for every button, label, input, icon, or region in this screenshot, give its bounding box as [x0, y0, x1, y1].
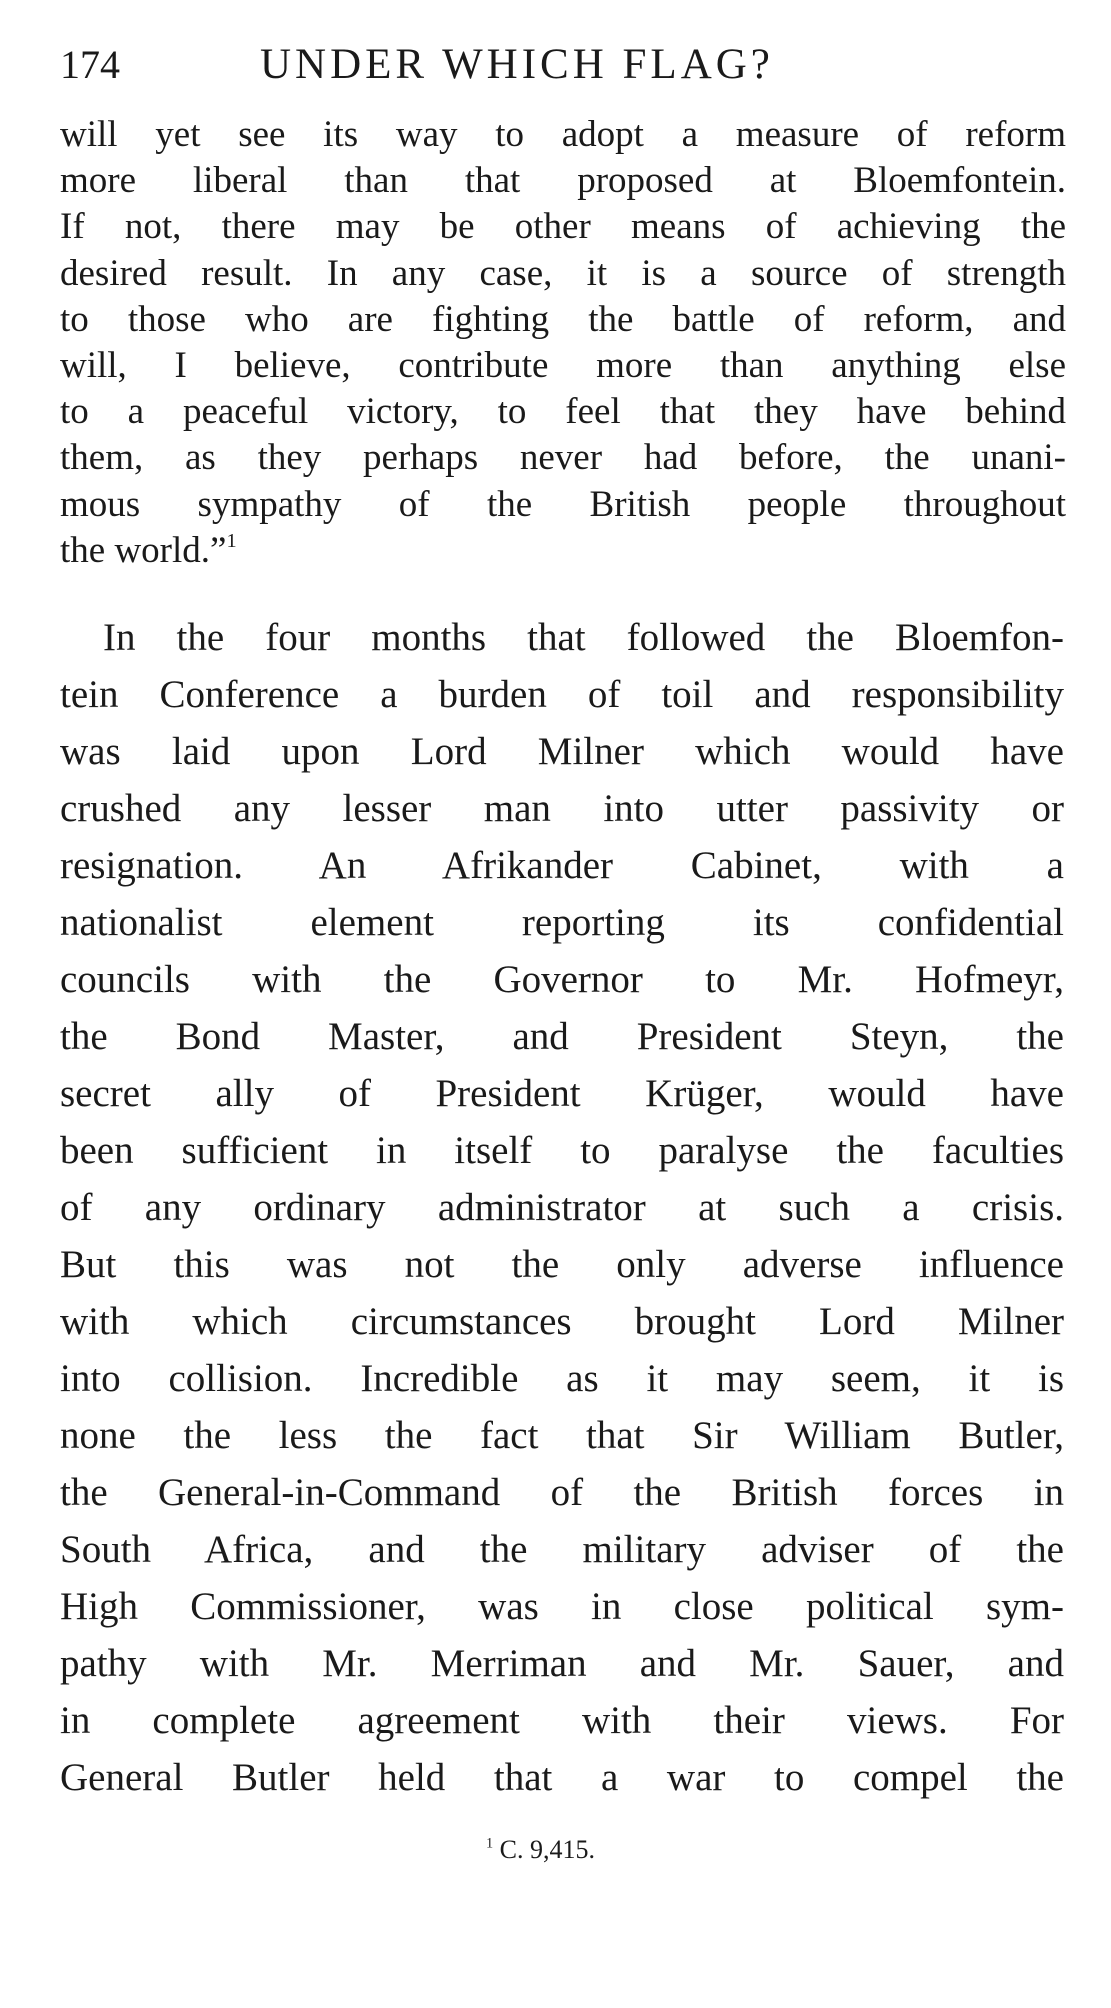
page-number: 174	[60, 42, 120, 87]
body-line: General Butler held that a war to compel the	[60, 1756, 1064, 1799]
quote-line: will yet see its way to adopt a measure of reform	[60, 114, 1066, 155]
quote-line: to those who are fighting the battle of reform, and	[60, 298, 1066, 340]
body-line: crushed any lesser man into utter passivity or	[60, 787, 1064, 830]
quote-line: will, I believe, contribute more than anything else	[60, 344, 1066, 386]
quote-line: them, as they perhaps never had before, the unani-	[60, 437, 1066, 479]
quote-line: to a peaceful victory, to feel that they have behind	[60, 391, 1066, 433]
body-line: In the four months that followed the Bloemfon-	[103, 616, 1064, 659]
body-line: the General-in-Command of the British forces in	[60, 1471, 1064, 1514]
quote-line: more liberal than that proposed at Bloemfontein.	[60, 160, 1066, 202]
body-line: councils with the Governor to Mr. Hofmeyr,	[60, 958, 1064, 1001]
block-quote	[60, 112, 1066, 574]
body-line: secret ally of President Krüger, would have	[60, 1072, 1064, 1115]
quote-line: mous sympathy of the British people throughout	[60, 483, 1066, 525]
body-line: South Africa, and the military adviser of the	[60, 1528, 1064, 1571]
body-paragraph	[60, 609, 1064, 1806]
body-line: resignation. An Afrikander Cabinet, with a	[60, 844, 1064, 887]
body-line: into collision. Incredible as it may seem, it is	[60, 1357, 1064, 1400]
body-line: the Bond Master, and President Steyn, the	[60, 1015, 1064, 1058]
body-line: pathy with Mr. Merriman and Mr. Sauer, and	[60, 1642, 1064, 1685]
footnote-reference: 1	[226, 529, 237, 552]
body-line: nationalist element reporting its confidential	[60, 901, 1064, 944]
running-title: UNDER WHICH FLAG?	[260, 41, 774, 88]
footnote-text: C. 9,415.	[499, 1835, 595, 1864]
quote-last-line	[60, 528, 1066, 574]
quote-line-text: the world.”	[60, 529, 227, 571]
footnote-content	[486, 1835, 595, 1864]
body-line: in complete agreement with their views. For	[60, 1699, 1064, 1742]
body-line: was laid upon Lord Milner which would have	[60, 730, 1064, 773]
footnote-marker: 1	[486, 1835, 494, 1852]
body-line: of any ordinary administrator at such a crisis.	[60, 1186, 1064, 1229]
body-line: with which circumstances brought Lord Milner	[60, 1300, 1064, 1343]
page-header	[60, 40, 1060, 90]
quote-line: If not, there may be other means of achieving the	[60, 206, 1066, 248]
body-line: tein Conference a burden of toil and responsibility	[60, 673, 1064, 716]
body-line: none the less the fact that Sir William Butler,	[60, 1414, 1064, 1457]
body-line: been sufficient in itself to paralyse the faculties	[60, 1129, 1064, 1172]
body-line: But this was not the only adverse influence	[60, 1243, 1064, 1286]
body-line: High Commissioner, was in close political sym-	[60, 1585, 1064, 1628]
footnote	[0, 1830, 1111, 1870]
quote-line: desired result. In any case, it is a source of strength	[60, 252, 1066, 294]
